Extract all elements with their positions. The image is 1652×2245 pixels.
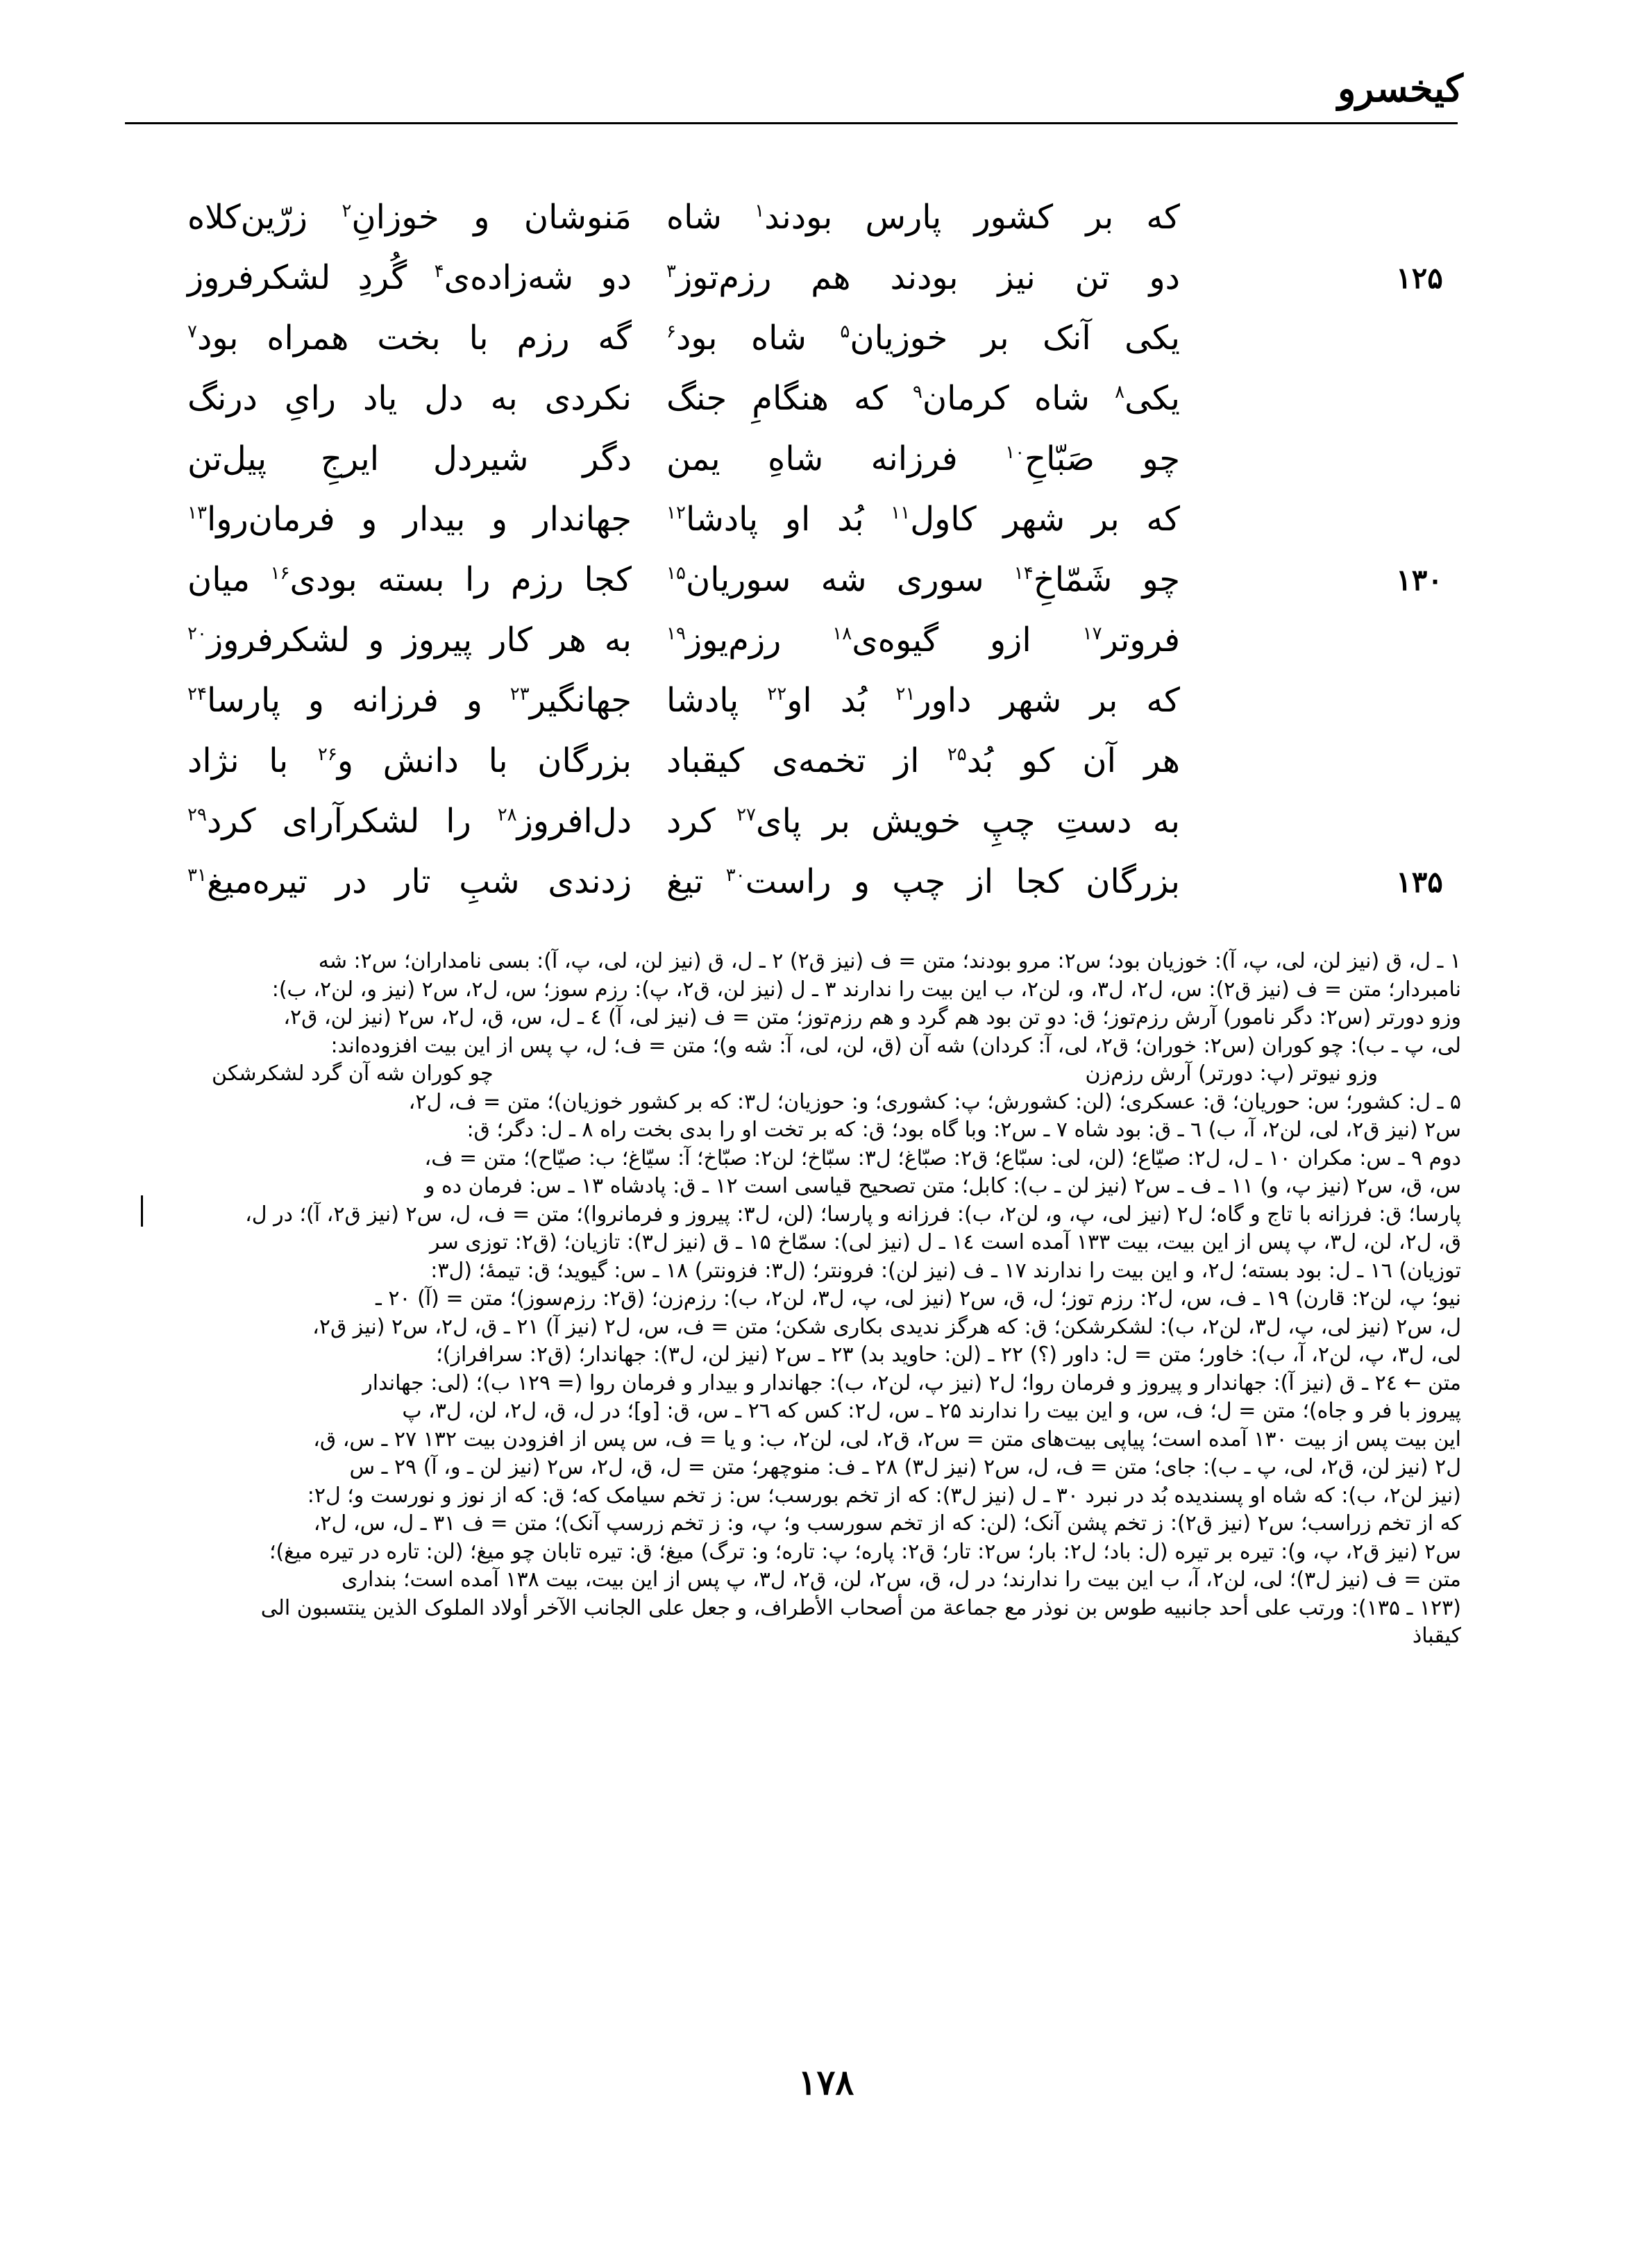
margin-mark <box>141 1195 143 1227</box>
footnote-ref[interactable]: ۲۸ <box>497 805 517 825</box>
verse-text: دگر شیردل ایرجِ پیل‌تن <box>187 439 632 478</box>
first-hemistich <box>666 852 1180 912</box>
footnote-ref[interactable]: ۹ <box>912 382 922 403</box>
verse-text: دو شه‌زاده‌ی <box>444 258 632 297</box>
verse-text: کرد <box>666 802 737 841</box>
quoted-verse-first: وزو نیوتر (پ: دورتر) آرش رزم‌زن <box>1085 1061 1378 1086</box>
footnote-line: س۲ (نیز ق۲، پ، و): تیره بر تیره (ل: باد؛ ل۲: بار؛ س۲: تار؛ ق۲: پاره؛ پ: تاره؛ و: ترگ) میغ؛ ق: تیره تابان چو میغ؛ (لن: تاره در تیره میغ)؛ <box>269 1539 1461 1564</box>
second-hemistich <box>187 429 632 489</box>
verse-text: بُد او پادشا <box>685 500 891 539</box>
bayt <box>187 610 1458 671</box>
verse-text: کجا رزم را بسته بودی <box>289 560 632 599</box>
verse-text: فروتر <box>1102 621 1181 659</box>
verse-text: بزرگان با دانش و <box>337 741 632 780</box>
footnote-ref[interactable]: ۱۷ <box>1082 623 1102 644</box>
footnote-line: لی، پ ـ ب): چو کوران (س۲: خوران؛ ق۲، لی، آ: کردان) شه آن (ق، لن، لی، آ: شه و)؛ متن = ف؛ ل، پ پس از این بیت افزوده‌اند: <box>330 1033 1461 1058</box>
verse-text: به هر کار پیروز و لشکرفروز <box>206 621 632 659</box>
verse-text: را لشکرآرای کرد <box>206 802 498 841</box>
verse-text: که بر شهر داور <box>915 681 1180 720</box>
footnote-ref[interactable]: ۳۱ <box>187 865 207 886</box>
bayt <box>187 308 1458 369</box>
footnote-line: س، ق، س۲ (نیز پ، و) ۱۱ ـ ف ـ س۲ (نیز لن ـ ب): کابل؛ متن تصحیح قیاسی است ۱۲ ـ ق: پادشاه ۱۳ ـ س: فرمان ده و <box>425 1174 1461 1198</box>
footnote-line: (نیز لن۲، ب): که شاه او پسندیده بُد در نبرد ۳۰ ـ ل (نیز ل۳): که از تخم بورسب؛ س: ز تخم سیامک که؛ ق: که از نوز و نورست و؛ ل۲: <box>307 1483 1461 1508</box>
verse-text: ازو گیوه‌ی <box>852 621 1083 659</box>
first-hemistich <box>666 308 1180 369</box>
footnote-line: ق، ل۲، لن، ل۳، پ پس از این بیت، بیت ۱۳۳ آمده است ۱٤ ـ ل (نیز لی): سمّاخ ۱۵ ـ ق (نیز ل۳): تازیان؛ (ق۲: توزی سر <box>430 1230 1461 1254</box>
verse-text: که بر کشور پارس بودند <box>764 198 1181 237</box>
footnote-ref[interactable]: ۳ <box>666 261 676 282</box>
verse-text: جهاندار و بیدار و فرمان‌روا <box>206 500 632 539</box>
bayt <box>187 248 1458 308</box>
header-rule <box>125 122 1458 124</box>
verse-text: بُد او <box>786 681 896 720</box>
second-hemistich <box>187 852 632 912</box>
verse-text: یکی آنک بر خوزیان <box>850 319 1180 358</box>
verse-text: شاه <box>666 198 755 237</box>
bayt <box>187 852 1458 912</box>
footnote-line: نیو؛ پ، لن۲: قارن) ۱۹ ـ ف، س، ل۲: رزم توز؛ ل، ق، س۲ (نیز لی، پ، ل۳، لن۲، ب): رزم‌زن؛ (ق۲: رزم‌سوز)؛ متن = (آ) ۲۰ ـ <box>375 1286 1461 1311</box>
footnote-line: وزو دورتر (س۲: دگر نامور) آرش رزم‌توز؛ ق: دو تن بود هم گرد و هم رزم‌توز؛ متن = ف (نیز لی، آ) ٤ ـ ل، س، ق، ل۲، س۲ (نیز لن، ق۲، <box>283 1005 1461 1029</box>
footnote-ref[interactable]: ۲۹ <box>187 805 207 825</box>
page-number: ۱۷۸ <box>798 2062 854 2103</box>
footnote-ref[interactable]: ۱۱ <box>891 503 911 523</box>
quoted-verse-second: چو کوران شه آن گرد لشکرشکن <box>212 1061 494 1086</box>
verse-text: و فرزانه و پارسا <box>206 681 510 720</box>
footnote-ref[interactable]: ۱۳ <box>187 503 207 523</box>
second-hemistich <box>187 489 632 550</box>
footnote-line: س۲ (نیز ق۲، لی، لن۲، آ، ب) ٦ ـ ق: بود شاه ۷ ـ س۲: وبا گاه بود؛ ق: که بر تخت او را بدی بخت راه ۸ ـ ل: دگر؛ ق: <box>466 1118 1461 1142</box>
verse-text: فرزانه شاهِ یمن <box>666 439 1006 478</box>
footnote-ref[interactable]: ۷ <box>187 321 197 342</box>
verse-text: پادشا <box>666 681 768 720</box>
verse-text: شاه بود <box>675 319 841 358</box>
verse-text: با نژاد <box>187 741 318 780</box>
second-hemistich <box>187 550 632 610</box>
footnote-line: نامبردار؛ متن = ف (نیز ق۲): س، ل۲، ل۳، و، لن۲، ب این بیت را ندارند ۳ ـ ل (نیز لن، ق۲، پ): رزم سوز؛ س، ل۲، س۲ (نیز و، لن۲، ب): <box>271 977 1461 1002</box>
quoted-verse <box>128 1060 1461 1088</box>
footnote-ref[interactable]: ۳۰ <box>725 865 745 886</box>
bayt <box>187 671 1458 731</box>
footnote-ref[interactable]: ۱۴ <box>1013 563 1034 584</box>
footnote-line: دوم ۹ ـ س: مکران ۱۰ ـ ل، ل۲: صیّاع؛ (لن، لی: سبّاع؛ ق۲: صبّاغ؛ ل۳: سبّاخ؛ لن۲: صبّاخ؛ آ: سیّاغ؛ ب: صیّاح)؛ متن = ف، <box>424 1145 1461 1170</box>
second-hemistich <box>187 369 632 429</box>
footnote-ref[interactable]: ۴ <box>434 261 444 282</box>
footnote-line: متن = ف (نیز ل۳)؛ لی، لن۲، آ، ب این بیت را ندارند؛ در ل، ق، س۲، لن، ق۲، ل۳، پ پس از این بیت، بیت ۱۳۸ آمده است؛ بنداری <box>341 1567 1461 1592</box>
bayt <box>187 369 1458 429</box>
first-hemistich <box>666 731 1180 791</box>
footnote-ref[interactable]: ۱۹ <box>666 623 686 644</box>
footnote-line: ۵ ـ ل: کشور؛ س: حوریان؛ ق: عسکری؛ (لن: کشورش؛ پ: کشوری؛ و: حوزیان؛ ل۳: که بر کشور خوزیان)؛ متن = ف، ل۲، <box>408 1089 1461 1114</box>
footnote-line: توزیان) ۱٦ ـ ل: بود بسته؛ ل۲، و این بیت را ندارند ۱۷ ـ ف (نیز لن): فرونتر؛ (ل۳: فزونتر) ۱۸ ـ س: گیوید؛ ق: تیمهٔ؛ (ل۳: <box>430 1258 1461 1283</box>
verse-text: زدندی شبِ تار در تیره‌میغ <box>206 862 632 901</box>
second-hemistich <box>187 671 632 731</box>
bayt <box>187 550 1458 610</box>
first-hemistich <box>666 791 1180 852</box>
verse-text: به دستِ چپِ خویش بر پای <box>756 802 1180 841</box>
footnote-line: ل۲ (نیز لن، ق۲، لی، پ ـ ب): جای؛ متن = ف، ل، س۲ (نیز ل۳) ۲۸ ـ ف: منوچهر؛ متن = ل، ق، ل۲، س۲ (نیز لن ـ و، آ) ۲۹ ـ س <box>349 1455 1461 1479</box>
footnote-ref[interactable]: ۲ <box>342 201 352 221</box>
footnote-ref[interactable]: ۲۲ <box>767 684 787 705</box>
footnote-ref[interactable]: ۲۶ <box>317 744 337 765</box>
verse-text: مَنوشان و خوزانِ <box>351 198 632 237</box>
verse-text: دو تن نیز بودند هم رزم‌توز <box>675 258 1180 297</box>
footnote-ref[interactable]: ۲۳ <box>509 684 530 705</box>
footnote-line: (۱۲۳ ـ ۱۳۵): ورتب علی أحد جانبیه طوس بن نوذر مع جماعة من أصحاب الأطراف، و جعل علی الجانب الآخر أولاد الملوک الذین ینتسبون الی <box>260 1595 1461 1620</box>
footnote-line: ل، س۲ (نیز لی، پ، ل۳، لن۲، ب): لشکرشکن؛ ق: که هرگز ندیدی بکاری شکن؛ متن = ف، س، ل۲ (نیز آ) ۲۱ ـ ق، ل۲، س۲ (نیز ق۲، <box>312 1314 1461 1339</box>
verse-text: که بر شهر کاول <box>910 500 1181 539</box>
verse-text: نکردی به دل یاد رایِ درنگ <box>187 379 632 418</box>
verse-text: گُردِ لشکرفروز <box>187 258 435 297</box>
footnote-ref[interactable]: ۲۰ <box>187 623 207 644</box>
footnote-line: ۱ ـ ل، ق (نیز لن، لی، پ، آ): خوزیان بود؛ س۲: مرو بودند؛ متن = ف (نیز ق۲) ۲ ـ ل، ق (نیز لن، لی، پ، آ): بسی نامداران؛ س۲: شه <box>318 949 1461 973</box>
first-hemistich <box>666 248 1180 308</box>
footnote-ref[interactable]: ۲۵ <box>947 744 967 765</box>
footnote-ref[interactable]: ۱۲ <box>666 503 686 523</box>
verse-text: گه رزم با بخت همراه بود <box>196 319 632 358</box>
verse-number: ۱۲۵ <box>1396 261 1443 295</box>
verse-text: رزم‌یوز <box>685 621 833 659</box>
verse-text: شاه کرمان <box>922 379 1115 418</box>
verse-text: تیغ <box>666 862 726 901</box>
bayt <box>187 731 1458 791</box>
running-title: کیخسرو <box>1338 66 1463 110</box>
bayt <box>187 791 1458 852</box>
first-hemistich <box>666 489 1180 550</box>
footnote-ref[interactable]: ۶ <box>666 321 676 342</box>
first-hemistich <box>666 671 1180 731</box>
footnote-ref[interactable]: ۲۴ <box>187 684 207 705</box>
footnote-ref[interactable]: ۱۵ <box>666 563 686 584</box>
verse-text: که هنگامِ جنگ <box>666 379 913 418</box>
first-hemistich <box>666 610 1180 671</box>
verse-text: زرّین‌کلاه <box>187 198 342 237</box>
footnote-line: لی، ل۳، پ، لن۲، آ، ب): خاور؛ متن = ل: داور (؟) ۲۲ ـ (لن: حاوید بد) ۲۳ ـ س۲ (نیز لن، ل۳): جهاندار؛ (ق۲: سرافراز)؛ <box>436 1343 1461 1367</box>
verse-text: چو شَمّاخِ <box>1033 560 1180 599</box>
verse-text: چو صَبّاحِ <box>1025 439 1181 478</box>
second-hemistich <box>187 731 632 791</box>
second-hemistich <box>187 248 632 308</box>
footnote-ref[interactable]: ۸ <box>1115 382 1125 403</box>
second-hemistich <box>187 187 632 248</box>
second-hemistich <box>187 308 632 369</box>
footnote-ref[interactable]: ۲۱ <box>895 684 916 705</box>
footnote-line: متن ← ۲٤ ـ ق (نیز آ): جهاندار و پیروز و فرمان روا؛ ل۲ (نیز پ، لن۲، ب): جهاندار و بیدار و فرمان روا (= ۱۲۹ ب)؛ (لی: جهاندار <box>362 1370 1461 1395</box>
footnote-line: کیقباذ <box>1412 1624 1461 1648</box>
first-hemistich <box>666 550 1180 610</box>
verse-text: میان <box>187 560 271 599</box>
second-hemistich <box>187 791 632 852</box>
footnote-ref[interactable]: ۱ <box>755 201 765 221</box>
footnote-ref[interactable]: ۱۰ <box>1005 442 1025 463</box>
verse-block <box>187 187 1458 912</box>
verse-text: یکی <box>1124 379 1180 418</box>
first-hemistich <box>666 187 1180 248</box>
verse-text: هر آن کو بُد <box>966 741 1180 780</box>
bayt <box>187 429 1458 489</box>
verse-number: ۱۳۵ <box>1396 865 1443 899</box>
second-hemistich <box>187 610 632 671</box>
verse-text: جهانگیر <box>529 681 632 720</box>
footnote-ref[interactable]: ۵ <box>840 321 850 342</box>
footnote-ref[interactable]: ۱۸ <box>832 623 852 644</box>
footnote-line: که از تخم زراسب؛ س۲ (نیز ق۲): ز تخم پشن آنک؛ (لن: که از تخم سورسب و؛ پ، و: ز تخم زرسپ آنک)؛ متن = ف ۳۱ ـ ل، س، ل۲، <box>313 1511 1461 1536</box>
footnote-line: پیروز با فر و جاه)؛ متن = ل؛ ف، س، و این بیت را ندارند ۲۵ ـ س، ل۲: کس که ۲٦ ـ س، ق: [و]؛ در ل، ق، ل۲، لن، ل۳، پ <box>402 1399 1461 1423</box>
bayt <box>187 187 1458 248</box>
verse-text: دل‌افروز <box>516 802 632 841</box>
first-hemistich <box>666 429 1180 489</box>
footnote-line: این بیت پس از بیت ۱۳۰ آمده است؛ پیاپی بیت‌های متن = س۲، ق۲، لی، لن۲، ب: و یا = ف، س پس از افزودن بیت ۱۳۲ ۲۷ ـ س، ق، <box>313 1427 1461 1452</box>
verse-text: بزرگان کجا از چپ و راست <box>745 862 1180 901</box>
verse-number: ۱۳۰ <box>1396 563 1443 597</box>
footnote-line: پارسا؛ ق: فرزانه با تاج و گاه؛ ل۲ (نیز لی، پ، و، لن۲، ب): فرزانه و پارسا؛ (لن، ل۳: پیروز و فرمانروا)؛ متن = ف، ل، س۲ (نیز ق۲، آ)؛ در ل، <box>245 1202 1461 1227</box>
verse-text: سوری شه سوریان <box>685 560 1014 599</box>
bayt <box>187 489 1458 550</box>
footnotes <box>128 948 1461 1651</box>
footnote-ref[interactable]: ۱۶ <box>270 563 290 584</box>
first-hemistich <box>666 369 1180 429</box>
verse-text: از تخمه‌ی کیقباد <box>666 741 947 780</box>
footnote-ref[interactable]: ۲۷ <box>736 805 757 825</box>
